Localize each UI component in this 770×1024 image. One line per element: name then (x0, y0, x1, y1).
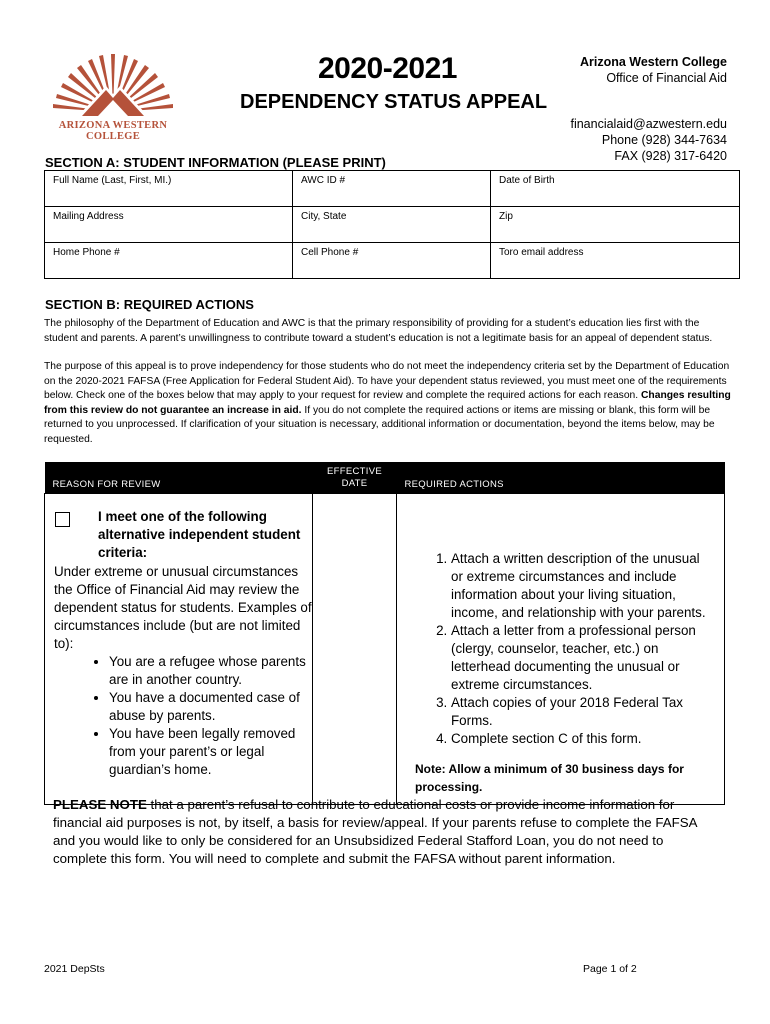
form-year: 2020-2021 (318, 52, 457, 85)
actions-list (415, 550, 714, 748)
required-actions-column-header: REQUIRED ACTIONS (397, 462, 725, 494)
section-a-heading: SECTION A: STUDENT INFORMATION (PLEASE PRINT) (45, 155, 386, 170)
page-number: Page 1 of 2 (583, 963, 637, 975)
reason-cell (45, 494, 313, 805)
list-item: 1. Attach a written description of the unusual or extreme circumstances and include information about your living situation, income, and relationship with your parents. (451, 550, 714, 622)
date-of-birth-field[interactable]: Date of Birth (491, 171, 740, 207)
contact-email[interactable]: financialaid@azwestern.edu (570, 117, 727, 131)
reason-title: I meet one of the following alternative independent student criteria: (98, 509, 301, 560)
list-item: • You are a refugee whose parents are in another country. (109, 653, 312, 689)
aid-disclaimer: Changes resulting from this review do not guarantee an increase in aid. (44, 390, 731, 416)
city-state-field[interactable]: City, State (293, 207, 491, 243)
table-row (45, 207, 740, 243)
reason-intro: Under extreme or unusual circumstances the Office of Financial Aid may review the dependent status for students. Examples of circumstances include (but are not limited to): (54, 564, 312, 651)
table-header-row (45, 462, 725, 494)
student-info-table (44, 170, 740, 279)
table-row (45, 494, 725, 805)
contact-fax: FAX (928) 317-6420 (614, 149, 727, 163)
purpose-text: The purpose of this appeal is to prove independency for those students who do not meet the independency criteria set by the Department of Education on the 2020-2021 FAFSA (Free Application for Federal Student Aid). To have your dependent status reviewed, you must meet one of the requirements below. Check one of the boxes below that may apply to your request for review and complete the required actions for each reason. (44, 361, 730, 401)
effective-date-cell[interactable] (313, 494, 397, 805)
awc-id-field[interactable]: AWC ID # (293, 171, 491, 207)
please-note-paragraph (53, 796, 713, 868)
email-field[interactable]: Toro email address (491, 243, 740, 279)
alternative-criteria-checkbox[interactable] (55, 512, 70, 527)
effective-date-column-header: EFFECTIVE DATE (313, 462, 397, 494)
review-table (44, 462, 725, 805)
please-note-text: that a parent’s refusal to contribute to educational costs or provide income information for financial aid purposes is not, by itself, a basis for review/appeal. If your parents refuse to complete the FAFSA and you would like to only be considered for an Unsubsidized Federal Stafford Loan, you do not need to complete this form. You will need to complete and submit the FAFSA without parent information. (53, 797, 697, 866)
full-name-field[interactable]: Full Name (Last, First, MI.) (45, 171, 293, 207)
college-name: Arizona Western College (579, 55, 727, 69)
sunburst-logo-icon (38, 46, 188, 120)
table-row (45, 171, 740, 207)
table-row (45, 243, 740, 279)
section-b-heading: SECTION B: REQUIRED ACTIONS (45, 297, 254, 312)
contact-block (570, 116, 727, 164)
circumstance-list (54, 653, 312, 779)
college-logo (38, 46, 188, 142)
logo-text: ARIZONA WESTERN COLLEGE (58, 120, 168, 142)
zip-field[interactable]: Zip (491, 207, 740, 243)
contact-phone: Phone (928) 344-7634 (601, 133, 727, 147)
list-item: 3. Attach copies of your 2018 Federal Tax Forms. (451, 694, 714, 730)
list-item: • You have a documented case of abuse by parents. (109, 689, 312, 725)
cell-phone-field[interactable]: Cell Phone # (293, 243, 491, 279)
purpose-paragraph (44, 360, 734, 447)
form-code: 2021 DepSts (44, 963, 105, 975)
office-name: Office of Financial Aid (606, 71, 727, 85)
office-block (580, 54, 727, 86)
please-note-label: PLEASE NOTE (53, 797, 147, 812)
purpose-text-end: If you do not complete the required actions or items are missing or blank, this form will be returned to you unprocessed. If clarification of your situation is necessary, additional information or documentation, beyond the items below, may be requested. (44, 404, 715, 445)
list-item: 4. Complete section C of this form. (451, 730, 714, 748)
reason-column-header: REASON FOR REVIEW (45, 462, 313, 494)
page-title: DEPENDENCY STATUS APPEAL (240, 91, 548, 113)
mailing-address-field[interactable]: Mailing Address (45, 207, 293, 243)
list-item: 2. Attach a letter from a professional person (clergy, counselor, teacher, etc.) on letterhead documenting the unusual or extreme circumstances. (451, 622, 714, 694)
philosophy-paragraph: The philosophy of the Department of Education and AWC is that the primary responsibility of providing for a student’s education lies first with the student and parents. A parent’s unwillingness to contribute toward a student’s education is not a legitimate basis for an appeal of dependent status. (44, 318, 713, 344)
processing-note: Note: Allow a minimum of 30 business days for processing. (415, 762, 684, 794)
list-item: • You have been legally removed from your parent’s or legal guardian’s home. (109, 725, 312, 779)
home-phone-field[interactable]: Home Phone # (45, 243, 293, 279)
required-actions-cell (397, 494, 725, 805)
